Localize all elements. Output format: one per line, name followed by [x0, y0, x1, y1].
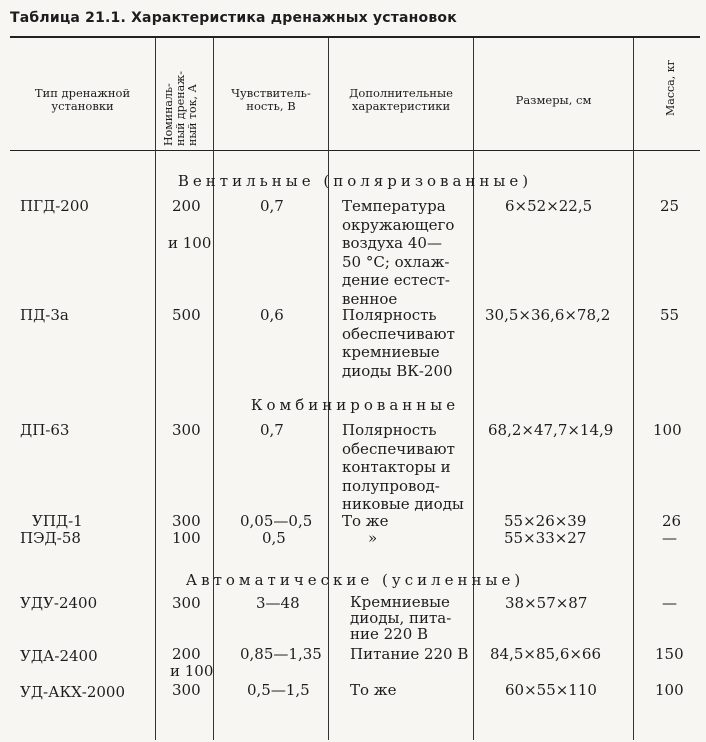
cell-current: 300	[172, 421, 201, 439]
cell-mass: 100	[655, 681, 684, 699]
cell-sensitivity: 3—48	[256, 594, 300, 612]
cell-type: УДА-2400	[20, 647, 98, 665]
cell-mass: 25	[660, 197, 680, 215]
cell-description: То же	[350, 681, 397, 699]
cell-current: 100	[172, 529, 201, 547]
cell-description: »	[368, 529, 378, 547]
cell-sensitivity: 0,7	[260, 197, 284, 215]
cell-type: УД-АКХ-2000	[20, 683, 125, 701]
column-divider	[633, 38, 634, 740]
cell-type: ПД-3а	[20, 306, 69, 324]
header-current: Номиналь- ный дренаж- ный ток, А	[162, 71, 199, 146]
cell-size: 68,2×47,7×14,9	[488, 421, 614, 439]
column-divider	[155, 38, 156, 740]
cell-size: 6×52×22,5	[505, 197, 593, 215]
cell-type: УПД-1	[32, 512, 83, 530]
cell-description: Кремниевые диоды, пита- ние 220 В	[350, 593, 452, 643]
cell-size: 30,5×36,6×78,2	[485, 306, 611, 324]
cell-description: Температура окружающего воздуха 40— 50 °С; охлаж- дение естест- венное	[342, 197, 455, 308]
cell-current: 300	[172, 594, 201, 612]
cell-type: УДУ-2400	[20, 594, 98, 612]
cell-mass: 150	[655, 645, 684, 663]
cell-description: Питание 220 В	[350, 645, 469, 663]
cell-description: Полярность обеспечивают контакторы и полупровод- никовые диоды	[342, 421, 464, 513]
cell-sensitivity: 0,05—0,5	[240, 512, 313, 530]
cell-current-extra: и 100	[168, 234, 212, 252]
cell-mass: 100	[653, 421, 682, 439]
cell-size: 55×33×27	[504, 529, 587, 547]
header-sensitivity: Чувствитель- ность, В	[231, 86, 311, 113]
cell-size: 38×57×87	[505, 594, 588, 612]
section-auto: Автоматические (усиленные)	[185, 571, 525, 589]
cell-mass: 55	[660, 306, 680, 324]
header-rule	[10, 150, 700, 151]
header-extra: Дополнительные характеристики	[349, 86, 453, 113]
column-divider	[328, 38, 329, 740]
cell-size: 84,5×85,6×66	[490, 645, 602, 663]
cell-type: ДП-63	[20, 421, 70, 439]
top-rule	[10, 36, 700, 38]
cell-type: ПЭД-58	[20, 529, 81, 547]
column-divider	[473, 38, 474, 740]
header-type: Тип дренажной установки	[34, 86, 131, 113]
cell-current: 200	[172, 197, 201, 215]
column-divider	[213, 38, 214, 740]
cell-sensitivity: 0,6	[260, 306, 284, 324]
cell-mass: 26	[662, 512, 682, 530]
cell-mass: —	[662, 529, 677, 547]
cell-current: 300	[172, 681, 201, 699]
cell-description: То же	[342, 512, 389, 530]
cell-current: 500	[172, 306, 201, 324]
table-caption: Таблица 21.1. Характеристика дренажных установок	[10, 10, 457, 26]
header-size: Размеры, см	[515, 92, 592, 107]
cell-size: 60×55×110	[505, 681, 597, 699]
cell-size: 55×26×39	[504, 512, 587, 530]
cell-type: ПГД-200	[20, 197, 89, 215]
cell-sensitivity: 0,5	[262, 529, 286, 547]
cell-current: 300	[172, 512, 201, 530]
header-mass: Масса, кг	[664, 59, 677, 116]
cell-sensitivity: 0,85—1,35	[240, 645, 322, 663]
cell-current-extra: и 100	[170, 662, 214, 680]
cell-description: Полярность обеспечивают кремниевые диоды ВК-200	[342, 306, 455, 380]
cell-current: 200	[172, 645, 201, 663]
cell-mass: —	[662, 594, 677, 612]
section-valve: Вентильные (поляризованные)	[177, 172, 533, 190]
cell-sensitivity: 0,5—1,5	[247, 681, 310, 699]
cell-sensitivity: 0,7	[260, 421, 284, 439]
section-combined: Комбинированные	[250, 396, 460, 414]
